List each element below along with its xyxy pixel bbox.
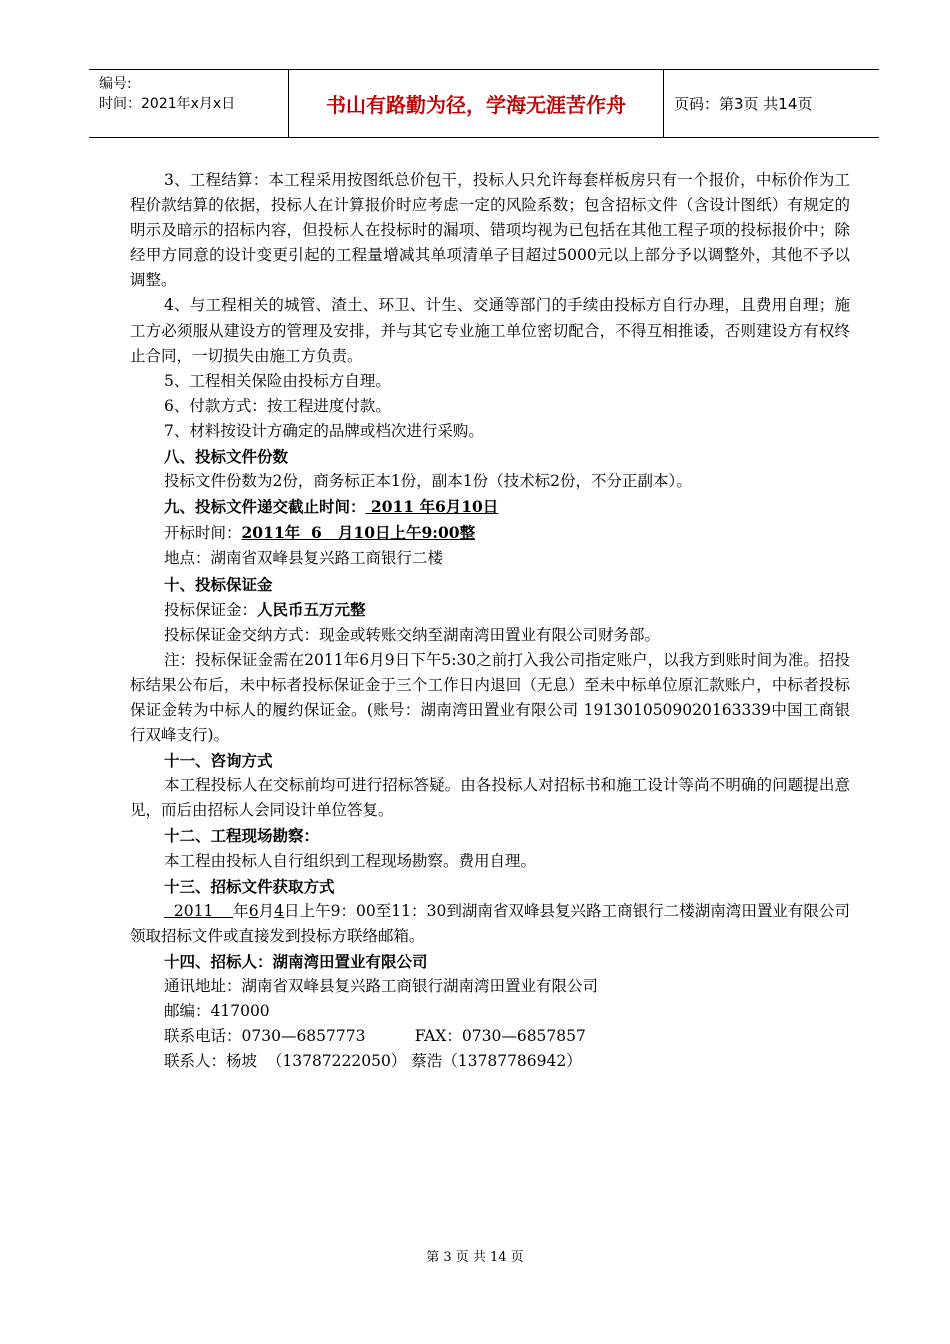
section-8-title: 八、投标文件份数 xyxy=(164,447,289,467)
header-number: 编号: xyxy=(99,76,132,92)
acquire-year: 2011 xyxy=(164,901,234,920)
page-footer: 第 3 页 共 14 页 xyxy=(426,1250,524,1265)
contact-phone: 联系电话：0730—6857773 FAX：0730—6857857 xyxy=(164,1027,586,1046)
section-12-text: 本工程由投标人自行组织到工程现场勘察。费用自理。 xyxy=(164,851,537,870)
opening-time-line xyxy=(130,520,850,546)
section-14-title: 十四、招标人：湖南湾田置业有限公司 xyxy=(164,951,428,971)
contact-person: 联系人：杨坡 （13787222050） 蔡浩（13787786942） xyxy=(164,1052,582,1071)
section-9-title-line xyxy=(130,494,850,520)
acquire-year-unit: 年 xyxy=(233,901,249,920)
header-motto: 书山有路勤为径，学海无涯苦作舟 xyxy=(289,70,664,137)
deposit-method: 投标保证金交纳方式：现金或转账交纳至湖南湾田置业有限公司财务部。 xyxy=(164,625,661,644)
paragraph-settlement: 3、工程结算：本工程采用按图纸总价包干，投标人只允许每套样板房只有一个报价，中标价作为工程价款结算的依据，投标人在计算报价时应考虑一定的风险系数；包含招标文件（含设计图纸）有规定的明示及暗示的招标内容，但投标人在投标时的漏项、错项均视为已包括在其他工程子项的投标报价中；除经甲方同意的设计变更引起的工程量增减其单项清单子目超过5000元以上部分予以调整外，其他不予以调整。 xyxy=(130,171,850,290)
opening-time-value: 2011年 6 月10日上午9:00整 xyxy=(241,523,476,543)
section-10-title: 十、投标保证金 xyxy=(164,574,273,594)
contact-address: 通讯地址：湖南省双峰县复兴路工商银行湖南湾田置业有限公司 xyxy=(164,977,599,995)
paragraph-payment: 6、付款方式：按工程进度付款。 xyxy=(164,396,391,415)
header-meta xyxy=(89,70,289,137)
section-8-text: 投标文件份数为2份，商务标正本1份，副本1份（技术标2份，不分正副本）。 xyxy=(164,472,692,491)
opening-time-label: 开标时间： xyxy=(164,524,242,543)
paragraph-materials: 7、材料按设计方确定的品牌或档次进行采购。 xyxy=(164,421,484,440)
acquire-month: 6 xyxy=(248,901,259,920)
section-11-title: 十一、咨询方式 xyxy=(164,751,273,771)
deposit-note: 注：投标保证金需在2011年6月9日下午5:30之前打入我公司指定账户，以我方到账时间为准。招投标结果公布后，未中标者投标保证金于三个工作日内退回（无息）至未中标单位原汇款账户，中标者投标保证金转为中标人的履约保证金。(账号：湖南湾田置业有限公司 1913010509020163339中国工商银行双峰支行)。 xyxy=(130,650,850,745)
submission-deadline: 2011 年6月10日 xyxy=(365,497,499,517)
paragraph-insurance: 5、工程相关保险由投标方自理。 xyxy=(164,371,391,390)
section-12-title: 十二、工程现场勘察： xyxy=(164,826,320,846)
deposit-amount-label: 投标保证金： xyxy=(164,600,258,619)
opening-place: 地点：湖南省双峰县复兴路工商银行二楼 xyxy=(164,549,444,568)
acquire-rest: 日上午9：00至11：30到湖南省双峰县复兴路工商银行二楼湖南湾田置业有限公司领取招标文件或直接发到投标方联络邮箱。 xyxy=(130,901,850,945)
header-time: 时间：2021年x月x日 xyxy=(99,96,236,112)
contact-zip: 邮编：417000 xyxy=(164,1002,270,1021)
section-13-title: 十三、招标文件获取方式 xyxy=(164,876,335,896)
acquire-day: 4 xyxy=(274,901,285,920)
deposit-amount: 人民币五万元整 xyxy=(257,599,366,619)
section-9-title: 九、投标文件递交截止时间： xyxy=(164,497,366,517)
section-11-text: 本工程投标人在交标前均可进行招标答疑。由各投标人对招标书和施工设计等尚不明确的问题提出意见，而后由招标人会同设计单位答复。 xyxy=(130,776,850,820)
header-page-number: 页码：第3页 共14页 xyxy=(674,95,813,113)
deposit-amount-line xyxy=(130,597,850,623)
paragraph-procedures: 4、与工程相关的城管、渣土、环卫、计生、交通等部门的手续由投标方自行办理，且费用自理；施工方必须服从建设方的管理及安排，并与其它专业施工单位密切配合，不得互相推诿，否则建设方有权终止合同，一切损失由施工方负责。 xyxy=(130,296,850,365)
page-header xyxy=(89,69,879,138)
acquire-month-unit: 月 xyxy=(258,901,275,920)
section-13-text xyxy=(130,899,850,949)
document-body xyxy=(130,168,850,1074)
